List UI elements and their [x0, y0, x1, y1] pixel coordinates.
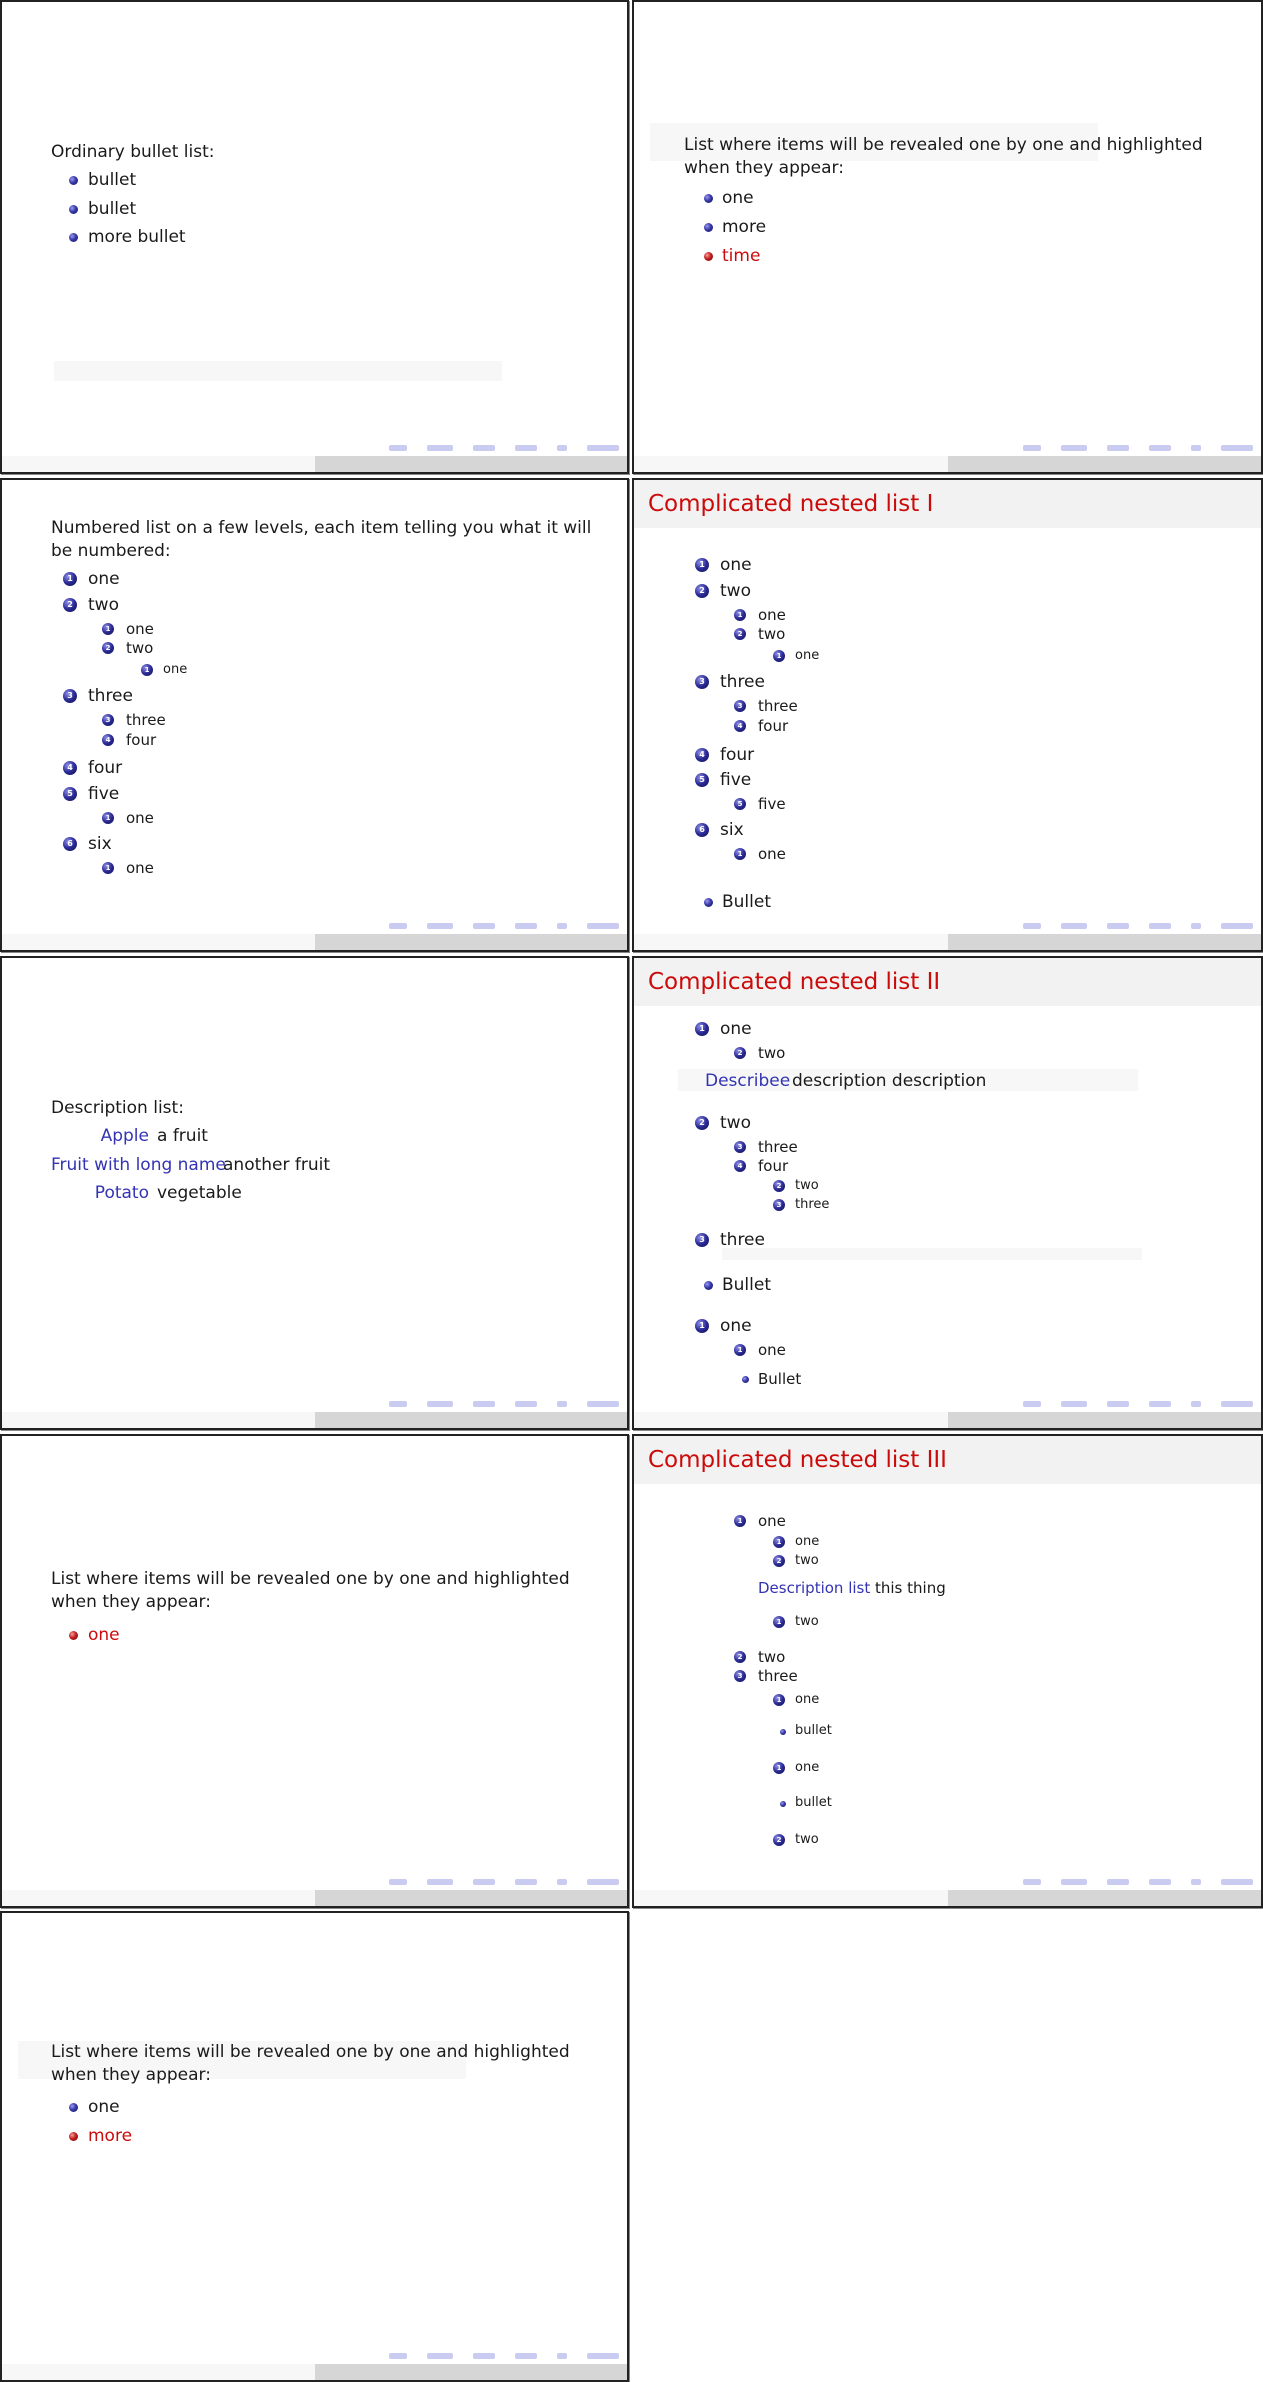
description-text: another fruit — [223, 1155, 331, 1175]
list-item: three — [126, 711, 166, 729]
description-term: Description list — [758, 1579, 871, 1597]
bullet-marker — [704, 898, 713, 907]
navigation-symbols[interactable] — [1023, 1878, 1253, 1886]
list-item: four — [126, 731, 157, 749]
slide-numbered-list — [0, 478, 629, 952]
navigation-symbols[interactable] — [1023, 922, 1253, 930]
slide-reveal-list-time — [632, 0, 1263, 474]
list-item-highlighted: time — [722, 246, 761, 266]
list-item: one — [720, 1316, 752, 1336]
list-item: Bullet — [758, 1370, 802, 1388]
enum-marker: 3 — [102, 714, 114, 726]
enum-marker: 4 — [63, 761, 77, 775]
description-term: Apple — [100, 1126, 149, 1146]
hidden-overlay — [54, 361, 502, 381]
list-item: three — [720, 1230, 765, 1250]
enum-marker: 1 — [773, 1616, 785, 1628]
enum-marker: 4 — [734, 1160, 746, 1172]
enum-marker: 1 — [773, 1536, 785, 1548]
enum-marker: 3 — [734, 1670, 746, 1682]
enum-marker: 1 — [63, 572, 77, 586]
list-item: two — [795, 1614, 819, 1629]
enum-marker: 5 — [63, 787, 77, 801]
enum-marker: 4 — [734, 720, 746, 732]
list-item: one — [795, 1534, 820, 1549]
footer-bar — [2, 2364, 627, 2380]
footer-bar — [2, 1412, 627, 1428]
list-item: Bullet — [722, 1275, 772, 1295]
enum-marker: 1 — [773, 1694, 785, 1706]
enum-marker: 2 — [734, 1047, 746, 1059]
list-item: five — [720, 770, 752, 790]
list-item: more — [722, 217, 767, 237]
list-item: one — [758, 606, 786, 624]
footer-bar — [634, 934, 1261, 950]
enum-marker: 2 — [734, 628, 746, 640]
enum-marker: 2 — [695, 1116, 709, 1130]
list-item: bullet — [795, 1795, 832, 1810]
enum-marker: 1 — [734, 1344, 746, 1356]
list-item: bullet — [88, 170, 137, 190]
list-item: two — [126, 639, 154, 657]
list-item: four — [88, 758, 123, 778]
navigation-symbols[interactable] — [389, 922, 619, 930]
enum-marker: 1 — [695, 1022, 709, 1036]
list-item: four — [720, 745, 755, 765]
list-item: two — [795, 1178, 819, 1193]
description-text: vegetable — [157, 1183, 242, 1203]
list-item: one — [758, 1341, 786, 1359]
list-item: two — [720, 581, 751, 601]
list-item: two — [88, 595, 119, 615]
description-term: Fruit with long name — [51, 1155, 226, 1175]
enum-marker: 1 — [734, 848, 746, 860]
footer-bar — [2, 456, 627, 472]
list-item: three — [758, 1667, 798, 1685]
enum-marker: 1 — [102, 862, 114, 874]
enum-marker: 1 — [102, 623, 114, 635]
bullet-marker — [780, 1801, 786, 1807]
list-item: two — [758, 1648, 786, 1666]
footer-bar — [634, 1412, 1261, 1428]
list-item: one — [126, 809, 154, 827]
frame-title: Complicated nested list I — [634, 480, 1261, 528]
navigation-symbols[interactable] — [389, 1878, 619, 1886]
navigation-symbols[interactable] — [389, 2352, 619, 2360]
slide-intro: Ordinary bullet list: — [51, 142, 215, 162]
list-item: three — [88, 686, 133, 706]
enum-marker: 2 — [63, 598, 77, 612]
list-item: one — [720, 1019, 752, 1039]
list-item-highlighted: one — [88, 1625, 120, 1645]
enum-marker: 2 — [773, 1180, 785, 1192]
enum-marker: 1 — [141, 664, 153, 676]
list-item: two — [758, 1044, 786, 1062]
list-item: one — [795, 648, 820, 663]
enum-marker: 2 — [773, 1555, 785, 1567]
enum-marker: 2 — [734, 1651, 746, 1663]
bullet-marker — [780, 1729, 786, 1735]
enum-marker: 6 — [695, 823, 709, 837]
list-item: six — [720, 820, 744, 840]
enum-marker: 3 — [695, 675, 709, 689]
enum-marker: 3 — [773, 1199, 785, 1211]
list-item: one — [88, 2097, 120, 2117]
list-item: bullet — [88, 199, 137, 219]
bullet-marker-highlighted — [704, 252, 713, 261]
enum-marker: 3 — [734, 1141, 746, 1153]
list-item: one — [722, 188, 754, 208]
slide-intro: List where items will be revealed one by one and highlighted when they appear: — [51, 2042, 570, 2085]
enum-marker: 6 — [63, 837, 77, 851]
slide-intro: Numbered list on a few levels, each item telling you what it will be numbered: — [51, 518, 592, 561]
slide-intro: List where items will be revealed one by one and highlighted when they appear: — [51, 1569, 570, 1612]
enum-marker: 2 — [102, 642, 114, 654]
slide-intro: List where items will be revealed one by one and highlighted when they appear: — [684, 135, 1203, 178]
list-item: one — [126, 620, 154, 638]
list-item: two — [795, 1832, 819, 1847]
slide-intro: Description list: — [51, 1098, 184, 1118]
enum-marker: 1 — [734, 1515, 746, 1527]
list-item: three — [720, 672, 765, 692]
enum-marker: 1 — [773, 650, 785, 662]
enum-marker: 1 — [734, 609, 746, 621]
list-item: Bullet — [722, 892, 772, 912]
bullet-marker — [742, 1376, 749, 1383]
bullet-marker — [69, 176, 78, 185]
navigation-symbols[interactable] — [1023, 444, 1253, 452]
slide-ordinary-bullet-list — [0, 0, 629, 474]
list-item: one — [720, 555, 752, 575]
description-text: this thing — [875, 1579, 946, 1597]
bullet-marker-highlighted — [69, 2132, 78, 2141]
list-item: one — [758, 845, 786, 863]
enum-marker: 2 — [695, 584, 709, 598]
bullet-marker — [69, 205, 78, 214]
list-item: three — [758, 1138, 798, 1156]
description-text: description description — [792, 1071, 987, 1091]
list-item: bullet — [795, 1723, 832, 1738]
footer-bar — [2, 1890, 627, 1906]
enum-marker: 5 — [695, 773, 709, 787]
bullet-marker — [69, 2103, 78, 2112]
description-term: Potato — [94, 1183, 149, 1203]
list-item: six — [88, 834, 112, 854]
enum-marker: 2 — [773, 1834, 785, 1846]
list-item: five — [758, 795, 786, 813]
enum-marker: 1 — [773, 1762, 785, 1774]
list-item: three — [758, 697, 798, 715]
list-item: one — [88, 569, 120, 589]
enum-marker: 1 — [102, 812, 114, 824]
enum-marker: 4 — [695, 748, 709, 762]
slide-complicated-nested-list-2 — [632, 956, 1263, 1430]
bullet-marker — [704, 223, 713, 232]
navigation-symbols[interactable] — [389, 1400, 619, 1408]
enum-marker: 3 — [734, 700, 746, 712]
list-item: more bullet — [88, 227, 186, 247]
slide-reveal-list-one — [0, 1434, 629, 1908]
list-item: two — [795, 1553, 819, 1568]
enum-marker: 5 — [734, 798, 746, 810]
hidden-overlay — [722, 1248, 1142, 1260]
enum-marker: 3 — [63, 689, 77, 703]
description-term: Describee — [705, 1071, 791, 1091]
slide-complicated-nested-list-1 — [632, 478, 1263, 952]
slide-reveal-list-more — [0, 1911, 629, 2382]
enum-marker: 4 — [102, 734, 114, 746]
slide-description-list — [0, 956, 629, 1430]
frame-title: Complicated nested list III — [634, 1436, 1261, 1484]
description-text: a fruit — [157, 1126, 208, 1146]
bullet-marker-highlighted — [69, 1631, 78, 1640]
footer-bar — [2, 934, 627, 950]
list-item: one — [795, 1760, 820, 1775]
list-item-highlighted: more — [88, 2126, 133, 2146]
navigation-symbols[interactable] — [1023, 1400, 1253, 1408]
enum-marker: 1 — [695, 1319, 709, 1333]
list-item: two — [720, 1113, 751, 1133]
list-item: two — [758, 625, 786, 643]
slide-complicated-nested-list-3 — [632, 1434, 1263, 1908]
enum-marker: 3 — [695, 1233, 709, 1247]
frame-title: Complicated nested list II — [634, 958, 1261, 1006]
list-item: one — [795, 1692, 820, 1707]
list-item: five — [88, 784, 120, 804]
enum-marker: 1 — [695, 558, 709, 572]
list-item: one — [126, 859, 154, 877]
list-item: one — [758, 1512, 786, 1530]
footer-bar — [634, 456, 1261, 472]
list-item: one — [163, 662, 188, 677]
bullet-marker — [704, 194, 713, 203]
list-item: four — [758, 717, 789, 735]
bullet-marker — [69, 233, 78, 242]
list-item: four — [758, 1157, 789, 1175]
bullet-marker — [704, 1281, 713, 1290]
list-item: three — [795, 1197, 830, 1212]
footer-bar — [634, 1890, 1261, 1906]
navigation-symbols[interactable] — [389, 444, 619, 452]
